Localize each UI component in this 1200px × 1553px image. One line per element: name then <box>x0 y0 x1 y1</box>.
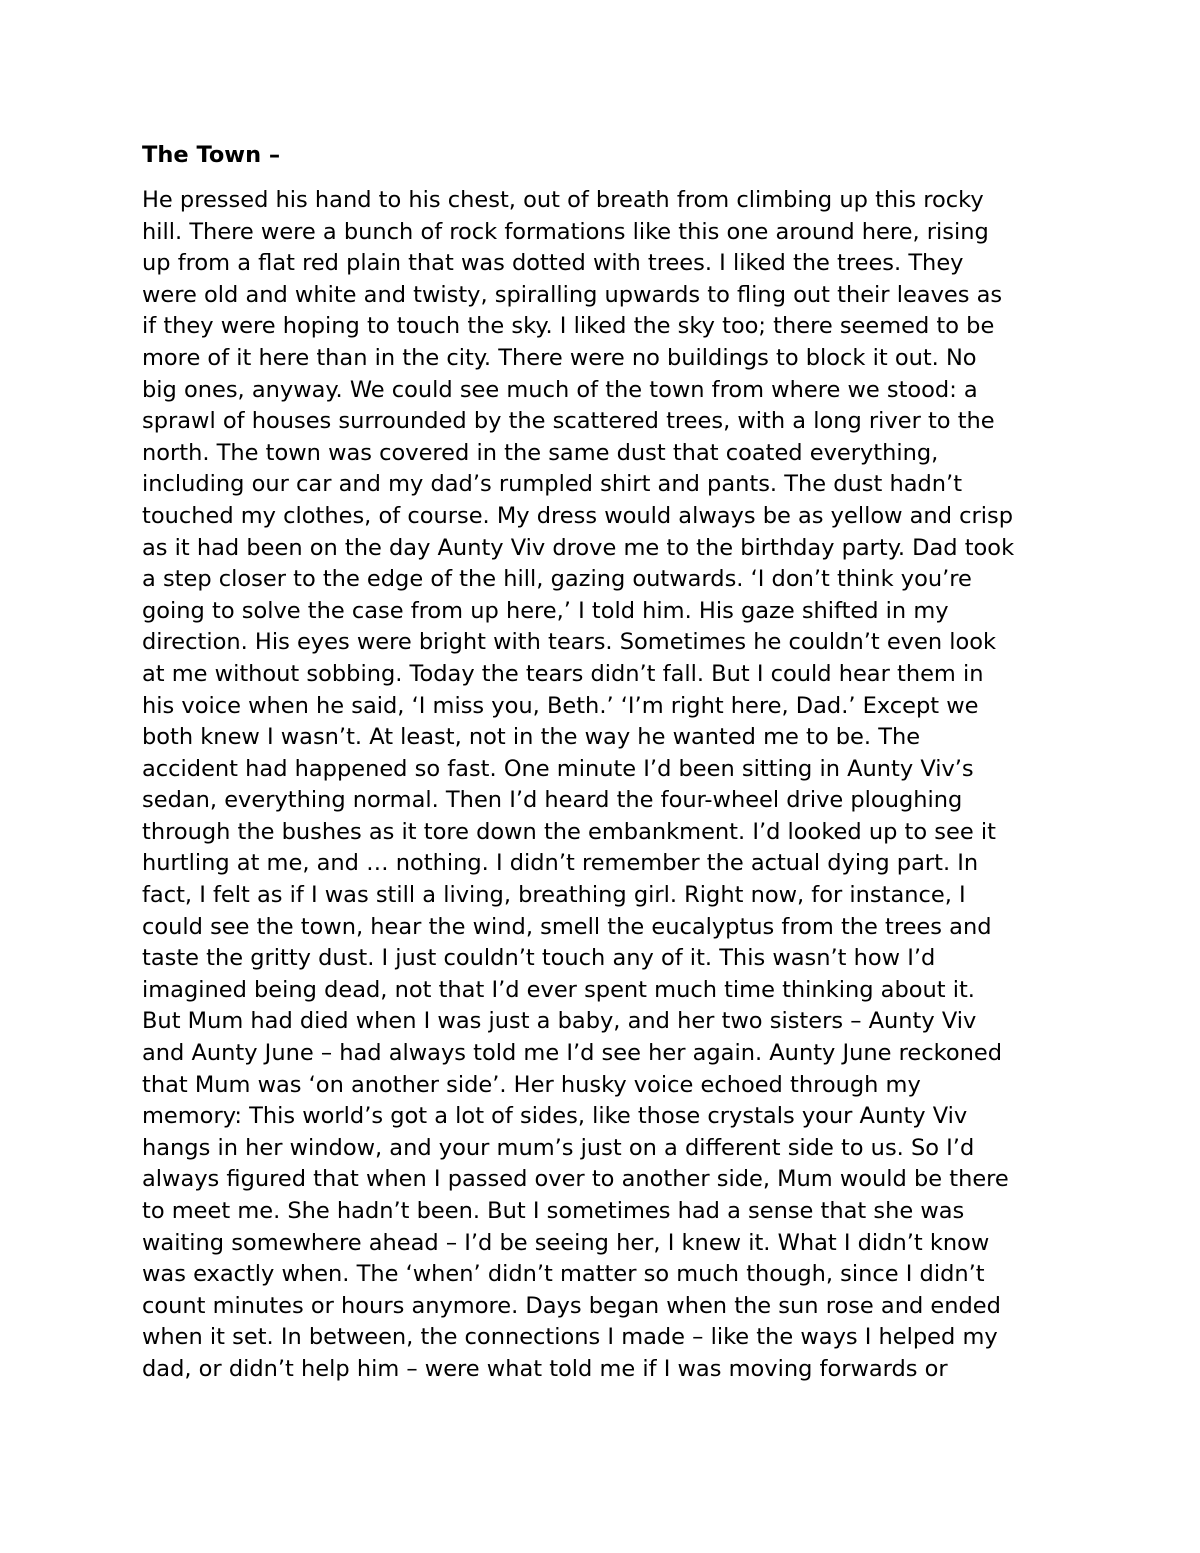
text-line: that Mum was ‘on another side’. Her husky voice echoed through my <box>142 1071 921 1098</box>
text-line: north. The town was covered in the same dust that coated everything, <box>142 439 939 466</box>
text-line: But Mum had died when I was just a baby, and her two sisters – Aunty Viv <box>142 1008 977 1035</box>
text-line: sedan, everything normal. Then I’d heard the four-wheel drive ploughing <box>142 787 963 814</box>
document-title: The Town – <box>142 142 281 168</box>
text-line: when it set. In between, the connections I made – like the ways I helped my <box>142 1324 998 1351</box>
text-line: if they were hoping to touch the sky. I liked the sky too; there seemed to be <box>142 313 995 340</box>
text-line: imagined being dead, not that I’d ever spent much time thinking about it. <box>142 976 975 1003</box>
text-line: as it had been on the day Aunty Viv drove me to the birthday party. Dad took <box>142 534 1015 561</box>
text-line: sprawl of houses surrounded by the scattered trees, with a long river to the <box>142 408 995 435</box>
text-line: to meet me. She hadn’t been. But I sometimes had a sense that she was <box>142 1198 965 1224</box>
text-line: hangs in her window, and your mum’s just on a different side to us. So I’d <box>142 1134 975 1161</box>
text-line: always figured that when I passed over to another side, Mum would be there <box>142 1166 1009 1193</box>
text-line: his voice when he said, ‘I miss you, Beth.’ ‘I’m right here, Dad.’ Except we <box>142 692 979 719</box>
text-line: could see the town, hear the wind, smell the eucalyptus from the trees and <box>142 913 992 940</box>
text-line: both knew I wasn’t. At least, not in the way he wanted me to be. The <box>142 724 921 751</box>
text-line: going to solve the case from up here,’ I told him. His gaze shifted in my <box>142 597 949 624</box>
text-line: accident had happened so fast. One minute I’d been sitting in Aunty Viv’s <box>142 755 974 782</box>
text-line: including our car and my dad’s rumpled shirt and pants. The dust hadn’t <box>142 471 963 498</box>
text-line: up from a flat red plain that was dotted with trees. I liked the trees. They <box>142 250 964 277</box>
text-line: and Aunty June – had always told me I’d see her again. Aunty June reckoned <box>142 1040 1002 1067</box>
text-line: hurtling at me, and … nothing. I didn’t remember the actual dying part. In <box>142 850 979 877</box>
text-line: count minutes or hours anymore. Days began when the sun rose and ended <box>142 1292 1001 1319</box>
text-line: touched my clothes, of course. My dress would always be as yellow and crisp <box>142 502 1014 529</box>
text-line: taste the gritty dust. I just couldn’t touch any of it. This wasn’t how I’d <box>142 945 936 972</box>
body-paragraph <box>142 185 1072 1386</box>
text-line: memory: This world’s got a lot of sides, like those crystals your Aunty Viv <box>142 1103 968 1130</box>
document-page <box>142 139 1072 1386</box>
text-line: waiting somewhere ahead – I’d be seeing her, I knew it. What I didn’t know <box>142 1229 990 1256</box>
text-line: direction. His eyes were bright with tears. Sometimes he couldn’t even look <box>142 629 997 656</box>
text-line: more of it here than in the city. There were no buildings to block it out. No <box>142 344 977 371</box>
text-line: was exactly when. The ‘when’ didn’t matter so much though, since I didn’t <box>142 1261 985 1288</box>
text-line: through the bushes as it tore down the embankment. I’d looked up to see it <box>142 818 996 845</box>
text-line: hill. There were a bunch of rock formations like this one around here, rising <box>142 218 989 245</box>
text-line: at me without sobbing. Today the tears didn’t fall. But I could hear them in <box>142 660 984 687</box>
text-line: were old and white and twisty, spiralling upwards to fling out their leaves as <box>142 281 1003 308</box>
text-line: big ones, anyway. We could see much of the town from where we stood: a <box>142 376 978 403</box>
text-line: He pressed his hand to his chest, out of breath from climbing up this rocky <box>142 187 984 213</box>
text-line: fact, I felt as if I was still a living, breathing girl. Right now, for instance, I <box>142 882 966 909</box>
text-line: a step closer to the edge of the hill, gazing outwards. ‘I don’t think you’re <box>142 566 972 593</box>
text-line: dad, or didn’t help him – were what told me if I was moving forwards or <box>142 1355 948 1382</box>
